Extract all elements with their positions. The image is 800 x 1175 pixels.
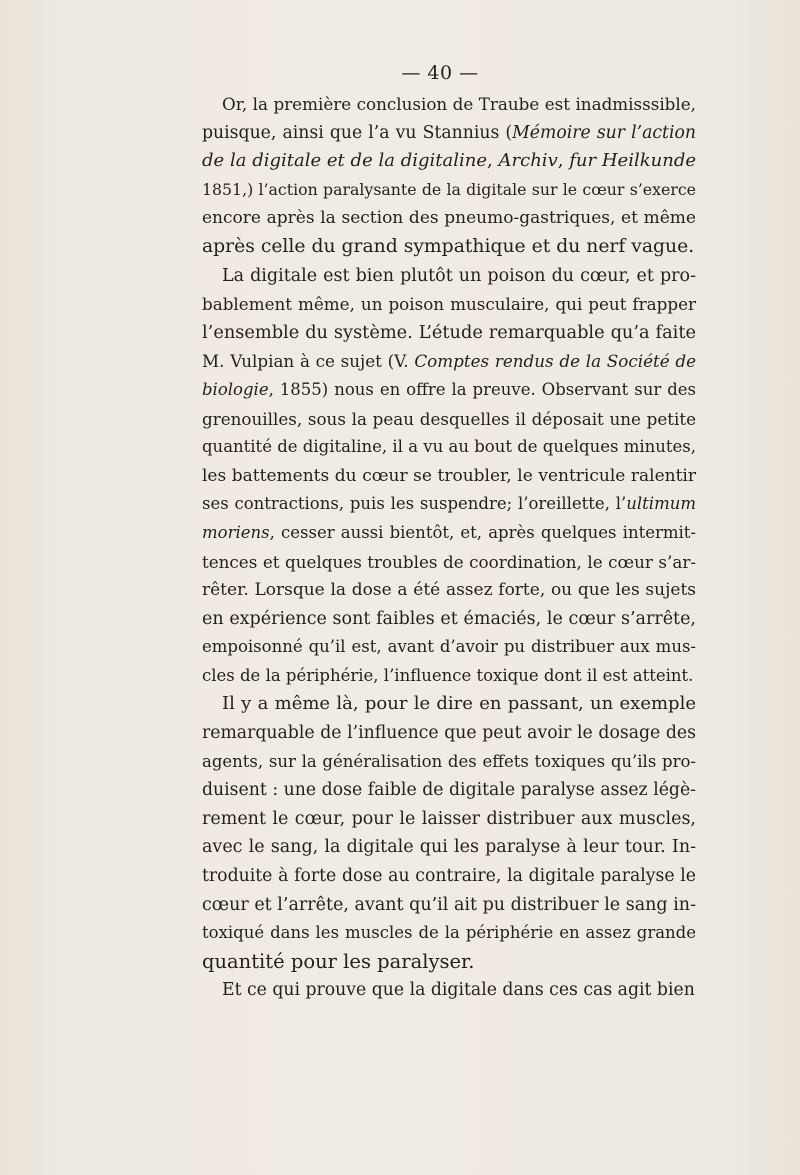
text-segment: remarquable de l’influence que peut avoir le dosage des	[202, 723, 696, 744]
text-segment: après celle du grand sympathique et du nerf vague.	[202, 235, 695, 257]
text-segment: l’ensemble du système. L’étude remarquable qu’a faite	[202, 322, 696, 343]
text-segment: tences et quelques troubles de coordination, le cœur s’ar-	[202, 551, 696, 572]
text-line	[202, 490, 696, 519]
italic-text: biologie	[202, 379, 269, 399]
page-number: — 40 —	[401, 62, 479, 84]
text-line	[202, 376, 696, 405]
text-line	[202, 633, 696, 662]
text-segment: avec le sang, la digitale qui les paralyse à leur tour. In-	[202, 837, 696, 858]
text-line	[202, 833, 696, 862]
text-line	[202, 576, 696, 605]
text-line	[202, 919, 696, 948]
text-segment: troduite à forte dose au contraire, la digitale paralyse le	[202, 866, 696, 887]
italic-text: Comptes rendus de la Société de	[414, 351, 696, 372]
text-segment: les battements du cœur se troubler, le ventricule ralentir	[202, 465, 696, 486]
text-line	[202, 90, 696, 119]
text-line	[202, 176, 696, 205]
italic-text: Mémoire sur l’action	[512, 122, 696, 143]
text-line	[202, 262, 696, 291]
text-line	[202, 548, 696, 577]
text-line	[202, 319, 696, 348]
text-segment: puisque, ainsi que l’a vu Stannius (	[202, 122, 513, 143]
body-text	[202, 90, 696, 1005]
text-segment: ,	[557, 150, 570, 172]
text-segment: rement le cœur, pour le laisser distribuer aux muscles,	[202, 808, 696, 829]
text-segment: M. Vulpian à ce sujet (V.	[202, 351, 415, 372]
text-segment: en expérience sont faibles et émaciés, le cœur s’arrête,	[202, 608, 696, 629]
text-segment: , cesser aussi bientôt, et, après quelques intermit-	[269, 522, 696, 542]
text-line	[202, 462, 696, 491]
text-segment: , 1855) nous en offre la preuve. Observant sur des	[268, 379, 696, 399]
italic-text: fur Heilkunde	[569, 150, 696, 172]
text-segment: Or, la première conclusion de Traube est inadmisssible,	[222, 94, 696, 114]
text-line	[202, 805, 696, 834]
italic-text: Archiv	[498, 150, 558, 172]
text-line	[202, 662, 696, 691]
text-line	[202, 948, 696, 977]
text-segment: ses contractions, puis les suspendre; l’oreillette, l’	[202, 494, 627, 514]
text-line	[202, 119, 696, 148]
text-segment: quantité pour les paralyser.	[202, 949, 475, 973]
text-line	[202, 605, 696, 634]
text-segment: empoisonné qu’il est, avant d’avoir pu distribuer aux mus-	[202, 637, 696, 657]
text-segment: 1851,) l’action paralysante de la digitale sur le cœur s’exerce	[202, 179, 696, 199]
text-segment: ,	[487, 150, 499, 172]
text-line	[202, 519, 696, 548]
text-segment: Il y a même là, pour le dire en passant, un exemple	[222, 693, 696, 715]
text-line	[202, 204, 696, 233]
text-line	[202, 690, 696, 719]
text-line	[202, 233, 696, 262]
text-segment: encore après la section des pneumo-gastriques, et même	[202, 208, 696, 229]
text-line	[202, 976, 696, 1005]
text-segment: rêter. Lorsque la dose a été assez forte, ou que les sujets	[202, 580, 696, 601]
text-line	[202, 862, 696, 891]
text-segment: quantité de digitaline, il a vu au bout de quelques minutes,	[202, 437, 696, 457]
italic-text: de la digitale et de la digitaline	[202, 150, 488, 172]
text-segment: Et ce qui prouve que la digitale dans ces cas agit bien	[222, 980, 695, 1001]
text-line	[202, 891, 696, 920]
text-line	[202, 719, 696, 748]
text-segment: toxiqué dans les muscles de la périphérie en assez grande	[202, 923, 696, 943]
text-segment: cles de la périphérie, l’influence toxique dont il est atteint.	[202, 665, 694, 685]
text-segment: agents, sur la généralisation des effets toxiques qu’ils pro-	[202, 751, 696, 771]
italic-text: moriens	[202, 522, 270, 542]
text-line	[202, 347, 696, 376]
text-line	[202, 748, 696, 777]
text-segment: bablement même, un poison musculaire, qui peut frapper	[202, 294, 696, 315]
text-segment: duisent : une dose faible de digitale paralyse assez légè-	[202, 780, 696, 801]
text-line	[202, 405, 696, 434]
text-line	[202, 147, 696, 176]
text-segment: cœur et l’arrête, avant qu’il ait pu distribuer le sang in-	[202, 894, 696, 915]
text-line	[202, 290, 696, 319]
text-segment: grenouilles, sous la peau desquelles il déposait une petite	[202, 408, 696, 429]
italic-text: ultimum	[626, 494, 696, 514]
text-line	[202, 776, 696, 805]
text-line	[202, 433, 696, 462]
text-segment: La digitale est bien plutôt un poison du cœur, et pro-	[222, 265, 696, 286]
